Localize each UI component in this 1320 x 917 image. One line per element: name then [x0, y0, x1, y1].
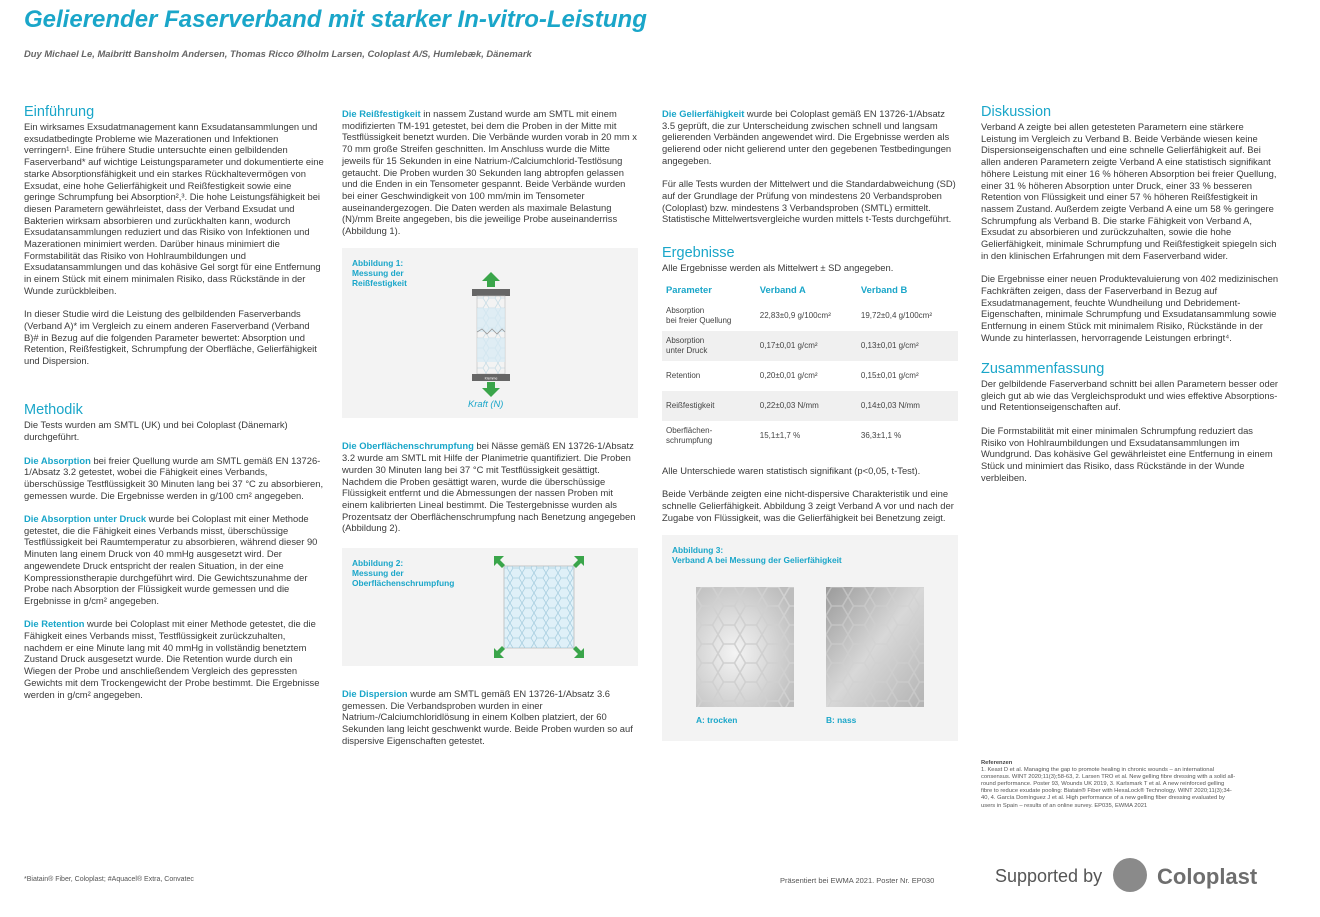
tensile-label: Die Reißfestigkeit	[342, 108, 421, 119]
retention-paragraph	[24, 618, 324, 700]
discussion-heading: Diskussion	[981, 104, 1052, 120]
arrow-diag-icon	[573, 646, 584, 658]
dispersion-text: wurde am SMTL gemäß EN 13726-1/Absatz 3.6 gemessen. Die Verbandsproben wurden in einer Natrium-/Calciumchloridlösung in einem Kolben platziert, der 60 Sekunden lang leicht geschwenkt wurde. Beide Proben wurden so auf dispersive Eigenschaften getestet.	[342, 688, 633, 746]
figure-2-caption: Abbildung 2: Messung der Oberflächenschrumpfung	[352, 558, 455, 589]
table-header: Verband B	[860, 284, 908, 296]
figure-3	[662, 535, 958, 741]
force-label: Kraft (N)	[468, 398, 504, 410]
methods-paragraph-1: Die Tests wurden am SMTL (UK) und bei Coloplast (Dänemark) durchgeführt.	[24, 419, 288, 443]
footnote-products: *Biatain® Fiber, Coloplast; #Aquacel® Extra, Convatec	[24, 876, 194, 883]
table-cell: 19,72±0,4 g/100cm²	[860, 311, 932, 321]
arrow-down-icon	[482, 382, 500, 397]
summary-heading: Zusammenfassung	[981, 361, 1105, 378]
table-row	[662, 421, 958, 451]
table-cell: 0,13±0,01 g/cm²	[857, 331, 958, 361]
references	[981, 760, 1236, 810]
table-cell: Absorption unter Druck	[662, 331, 756, 361]
tensile-illustration	[342, 248, 638, 418]
poster-title: Gelierender Faserverband mit starker In-vitro-Leistung	[24, 6, 647, 33]
table-cell: 22,83±0,9 g/100cm²	[759, 311, 831, 321]
table-header-row	[662, 279, 958, 301]
table-cell: Retention	[666, 371, 701, 381]
absorption-text: bei freier Quellung wurde am SMTL gemäß EN 13726-1/Absatz 3.2 getestet, wobei die Fähigkeit eines Verbands, überschüssige Testflüssigkeit 30 Minuten lang bei 37 °C zu absorbieren, gemessen wurde. Die Ergebnisse werden in g/100 cm² angegeben.	[24, 454, 324, 501]
intro-paragraph-1: Ein wirksames Exsudatmanagement kann Exsudatansammlungen und exsudatbedingte Probleme wie Mazerationen und Infektionen verringern¹. Eine frühere Studie untersuchte einen gelbildenden Faserverband* auf wichtige Leistungsparameter und dokumentierte eine starke Absorptionsfähigkeit und ein starkes Rückhaltevermögen von Exsudat, eine hohe Gelierfähigkeit und Reißfestigkeit sowie eine geringe Schrumpfung bei Absorption²,³. Die hohe Leistungsfähigkeit bei diesen Parametern gewährleistet, dass der Verband Exsudat und Bakterien wirksam absorbieren und zurückhalten kann, wodurch Exsudatansammlungen reduziert und das Risiko von Infektionen und Mazerationen minimiert werden. Darüber hinaus minimiert die Formstabilität das Risiko von Hohlraumbildungen und Exsudatansammlungen und das kohäsive Gel sorgt für eine Entfernung in einem Stück mit einem minimalen Risiko, dass Rückstände in der Wunde zurückbleiben.	[24, 121, 324, 296]
tensile-text: in nassem Zustand wurde am SMTL mit einem modifizierten TM-191 getestet, bei dem die Proben in der Mitte mit Testflüssigkeit benetzt wurden. Die Verbände wurden vorab in 20 mm x 70 mm große Streifen geschnitten. Im Anschluss wurde die Mitte jeweils für 15 Sekunden in eine Natrium-/Calciumchlorid-Testlösung getaucht. Die Proben wurden 30 Sekunden lang abtropfen gelassen und die Enden in ein Tensometer gespannt. Beide Verbände wurden bei einer Geschwindigkeit von 100 mm/min im Tensometer auseinandergezogen. Die Daten werden als maximale Belastung (N)/mm Breite angegeben, bis die jeweilige Probe auseinanderriss (Abbildung 1).	[342, 108, 637, 237]
discussion-paragraph-2: Die Ergebnisse einer neuen Produktevaluierung von 402 medizinischen Fachkräften zeigen, dass der Faserverband in Bezug auf Exsudatmanagement, feuchte Wundheilung und Debridement-Eigenschaften, minimale Schrumpfung und Exsudatansammlung sowie Entfernung in einem Stück mit minimalem Risiko, Rückstände in der Wunde zu hinterlassen, hervorragende Leistungen erbringt⁴.	[981, 273, 1279, 343]
supported-by-label: Supported by	[995, 866, 1103, 886]
table-cell: Oberflächen- schrumpfung	[666, 426, 713, 445]
retention-text: wurde bei Coloplast mit einer Methode getestet, die die Fähigkeit eines Verbands misst, Testflüssigkeit zurückzuhalten, nachdem er eine Minute lang mit 40 mmHg in vollständig benetztem Zustand Druck ausgesetzt wurde. Die Retention wurde durch ein Wiegen der Probe und anschließendem Vergleich des gepressten Gewichts mit dem Trockengewicht der Probe bestimmt. Die Ergebnisse werden in g/cm² angegeben.	[24, 618, 320, 700]
shrinkage-text: bei Nässe gemäß EN 13726-1/Absatz 3.2 wurde am SMTL mit Hilfe der Planimetrie quantifiziert. Die Proben wurden 30 Minuten lang bei 37 °C mit Testflüssigkeit gesättigt. Nachdem die Proben gesättigt waren, wurde die überschüssige Flüssigkeit entfernt und die Abmessungen der nassen Proben mit einem kalibrierten Lineal bestimmt. Die Testergebnisse wurden als Prozentsatz der Oberflächenschrumpfung nach Benetzung angegeben (Abbildung 2).	[342, 440, 636, 534]
photo-label-wet: B: nass	[826, 715, 857, 726]
arrow-diag-icon	[494, 556, 505, 568]
gel-label: Die Gelierfähigkeit	[662, 108, 745, 119]
significance-paragraph: Alle Unterschiede waren statistisch signifikant (p<0,05, t-Test).	[662, 464, 921, 476]
column-2	[342, 108, 640, 758]
table-row	[662, 391, 958, 421]
table-cell: Reißfestigkeit	[662, 391, 756, 421]
discussion-paragraph-1: Verband A zeigte bei allen getesteten Parametern eine stärkere Leistung im Vergleich zu Verband B. Beide Verbände wiesen keine Dispersionseigenschaften und eine schnelle Gelierfähigkeit auf. Bei allen anderen Parametern zeigte Verband A eine statistisch signifikant höhere Leistung mit einer 16 % höheren Absorption bei freier Quellung, einer 31 % höheren Absorption unter Druck, einer 33 % besseren Retention von Flüssigkeit und einer 57 % höheren Reißfestigkeit in nassem Zustand. Außerdem zeigte Verband A eine um 58 % geringere Schrumpfung als Verband B. Die starke Fähigkeit von Verband A, Exsudat zu absorbieren und zurückzuhalten, sowie die hohe Gelierfähigkeit, minimale Schrumpfung und Reißfestigkeit spiegeln sich in den klinischen Erfahrungen mit dem Faserverband wider.	[981, 121, 1277, 261]
top-clamp	[472, 289, 510, 296]
table-cell: 0,22±0,03 N/mm	[756, 391, 857, 421]
column-3	[662, 108, 958, 741]
table-header: Parameter	[666, 284, 712, 296]
results-heading: Ergebnisse	[662, 244, 735, 261]
author-line: Duy Michael Le, Maibritt Bansholm Andersen, Thomas Ricco Ølholm Larsen, Coloplast A/S, Humlebæk, Dänemark	[24, 48, 532, 59]
absorption-paragraph	[24, 455, 324, 502]
figure-3-caption: Abbildung 3: Verband A bei Messung der Gelierfähigkeit	[672, 545, 842, 566]
methods-heading: Methodik	[24, 402, 83, 419]
retention-label: Die Retention	[24, 618, 85, 630]
stats-paragraph: Für alle Tests wurden der Mittelwert und die Standardabweichung (SD) auf der Grundlage der Prüfung von mindestens 20 Verbandsproben (Coloplast) bzw. mindestens 3 Verbandsproben (SMTL) ermittelt. Statistische Mittelwertsvergleiche wurden mittels t-Tests durchgeführt.	[662, 178, 956, 225]
coloplast-logo-icon	[1113, 858, 1147, 892]
gel-text: wurde bei Coloplast gemäß EN 13726-1/Absatz 3.5 geprüft, die zur Unterscheidung zwischen schnell und langsam gelierenden Verbänden angewendet wird. Die Ergebnisse werden als gelierend oder nicht gelierend unter den gegebenen Testbedingungen angegeben.	[662, 108, 952, 166]
intro-heading: Einführung	[24, 104, 95, 120]
column-1	[24, 104, 324, 712]
dispersion-label: Die Dispersion	[342, 688, 408, 700]
summary-paragraph-2: Die Formstabilität mit einer minimalen Schrumpfung reduziert das Risiko von Hohlraumbildungen und Exsudatansammlungen im Wundgrund. Das kohäsive Gel gewährleistet eine Entfernung in einem Stück und minimiert das Risiko, dass Rückstände in der Wunde verbleiben.	[981, 424, 1273, 483]
summary-paragraph-1: Der gelbildende Faserverband schnitt bei allen Parametern besser oder gleich gut ab wie das Vergleichsprodukt und wies effektive Absorptions- und Retentionseigenschaften auf.	[981, 378, 1279, 413]
table-cell: 0,15±0,01 g/cm²	[860, 371, 919, 381]
table-row	[662, 301, 958, 331]
clamp-label: Klemme	[484, 376, 498, 381]
photo-wet	[826, 587, 924, 707]
gel-result-paragraph: Beide Verbände zeigten eine nicht-dispersive Charakteristik und eine schnelle Gelierfähigkeit. Abbildung 3 zeigt Verband A vor und nach der Zugabe von Flüssigkeit, was die Gelierfähigkeit bei Benetzung zeigt.	[662, 488, 954, 523]
shrinkage-label: Die Oberflächenschrumpfung	[342, 440, 474, 452]
table-cell: 0,14±0,03 N/mm	[857, 391, 958, 421]
references-text: 1. Keast D et al. Managing the gap to promote healing in chronic wounds – an international consensus. WINT 2020;11(3);58-63, 2. Larsen TRO et al. New gelling fibre dressing with a solid all-round performance. Poster 93, Wounds UK 2019, 3. Karlsmark T et al. A new reinforced gelling fibre to reduce exudate pooling: Biatain® Fiber with HexaLock® Technology. WINT 2020;11(3);34-40, 4. García Domínguez J et al. High performance of a new gelling fiber dressing evaluated by users in Spain – results of an online survey. EP035, EWMA 2021	[981, 767, 1236, 809]
arrow-diag-icon	[573, 556, 584, 568]
table-header: Verband A	[759, 284, 806, 296]
table-cell: 0,20±0,01 g/cm²	[759, 371, 818, 381]
table-cell: 36,3±1,1 %	[860, 431, 902, 441]
arrow-up-icon	[482, 272, 500, 287]
intro-paragraph-2: In dieser Studie wird die Leistung des gelbildenden Faserverbands (Verband A)* im Vergleich zu einem anderen Faserverband (Verband B)# in Bezug auf die folgenden Parameter bewertet: Absorption und Retention, Reißfestigkeit, Schrumpfung der Oberfläche, Gelierfähigkeit und Dispersion.	[24, 308, 317, 367]
table-cell: 0,17±0,01 g/cm²	[756, 331, 857, 361]
table-cell: Absorption bei freier Quellung	[666, 306, 732, 325]
shrinkage-illustration	[342, 548, 638, 666]
strip-top	[477, 296, 505, 374]
pressure-paragraph	[24, 513, 324, 607]
results-table	[662, 279, 958, 451]
presentation-note: Präsentiert bei EWMA 2021. Poster Nr. EP030	[780, 876, 935, 885]
results-intro: Alle Ergebnisse werden als Mittelwert ± SD angegeben.	[662, 261, 894, 273]
pressure-label: Die Absorption unter Druck	[24, 513, 147, 525]
photo-label-dry: A: trocken	[696, 715, 738, 726]
coloplast-logo-text: Coloplast	[1157, 864, 1258, 889]
pressure-text: wurde bei Coloplast mit einer Methode getestet, die die Fähigkeit eines Verbands misst, überschüssige Testflüssigkeit bei Raumtemperatur zu absorbieren, während dieser 90 Minuten lang einem Druck von 40 mmHg ausgesetzt wird. Der angewendete Druck entspricht der realen Situation, in der eine Kompressionstherapie durchgeführt wird. Die Gewichtszunahme der Probe nach Absorption der Flüssigkeit wurde gemessen und die Ergebnisse in g/cm² angegeben.	[24, 513, 318, 606]
photo-dry	[696, 587, 794, 707]
figure-2	[342, 548, 638, 666]
arrow-diag-icon	[494, 646, 505, 658]
figure-1	[342, 248, 638, 418]
column-4	[981, 104, 1281, 495]
table-cell: 15,1±1,7 %	[759, 431, 801, 441]
tensile-paragraph	[342, 108, 640, 237]
figure-1-caption: Abbildung 1: Messung der Reißfestigkeit	[352, 258, 407, 289]
shrinkage-paragraph	[342, 440, 640, 534]
table-row	[662, 361, 958, 391]
absorption-label: Die Absorption	[24, 454, 91, 466]
table-row	[662, 331, 958, 361]
references-title: Referenzen	[981, 760, 1013, 766]
gel-paragraph	[662, 108, 958, 167]
dispersion-paragraph	[342, 688, 640, 747]
